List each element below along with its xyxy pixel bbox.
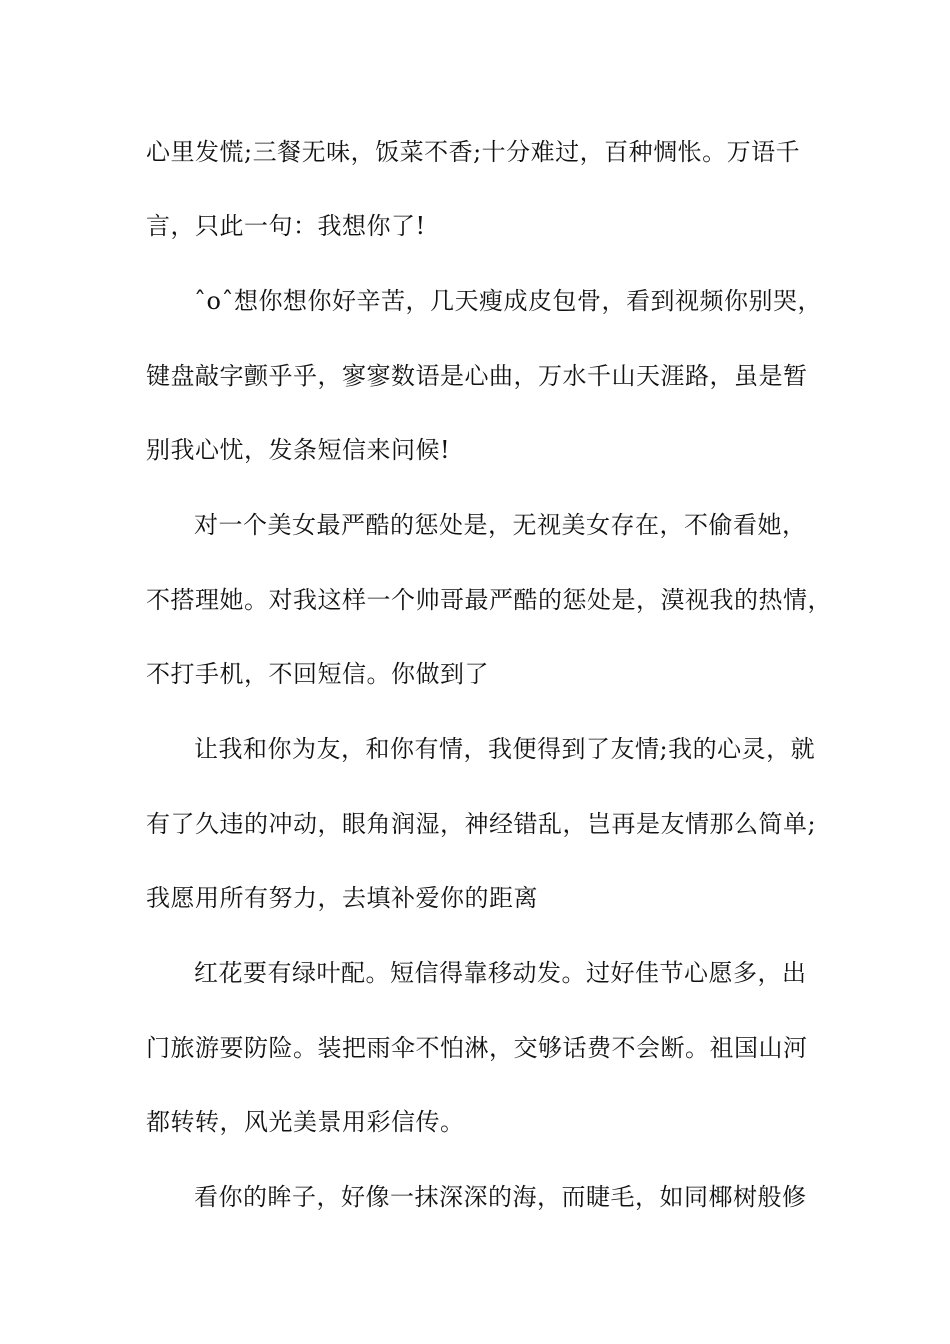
paragraph-5-line-1: 红花要有绿叶配。短信得靠移动发。过好佳节心愿多，出 bbox=[194, 959, 807, 987]
paragraph-3-line-2: 不搭理她。对我这样一个帅哥最严酷的惩处是，漠视我的热情， bbox=[146, 586, 832, 614]
paragraph-6-line-1: 看你的眸子，好像一抹深深的海，而睫毛，如同椰树般修 bbox=[194, 1183, 807, 1211]
paragraph-4-line-3: 我愿用所有努力，去填补爱你的距离 bbox=[146, 884, 538, 912]
paragraph-1-line-1: 心里发慌;三餐无味，饭菜不香;十分难过，百种惆怅。万语千 bbox=[146, 138, 801, 166]
paragraph-4-line-1: 让我和你为友，和你有情，我便得到了友情;我的心灵，就 bbox=[194, 735, 816, 763]
paragraph-3-line-1: 对一个美女最严酷的惩处是，无视美女存在，不偷看她， bbox=[194, 511, 807, 539]
paragraph-2-line-3: 别我心忧，发条短信来问候! bbox=[146, 436, 451, 464]
paragraph-3-line-3: 不打手机，不回短信。你做到了 bbox=[146, 660, 489, 688]
paragraph-2-line-2: 键盘敲字颤乎乎，寥寥数语是心曲，万水千山天涯路，虽是暂 bbox=[146, 362, 808, 390]
paragraph-5-line-3: 都转转，风光美景用彩信传。 bbox=[146, 1108, 465, 1136]
paragraph-1-line-2: 言，只此一句：我想你了! bbox=[146, 212, 426, 240]
paragraph-5-line-2: 门旅游要防险。装把雨伞不怕淋，交够话费不会断。祖国山河 bbox=[146, 1034, 808, 1062]
paragraph-2-line-1: ˆoˆ想你想你好辛苦，几天瘦成皮包骨，看到视频你别哭， bbox=[194, 287, 822, 315]
paragraph-4-line-2: 有了久违的冲动，眼角润湿，神经错乱，岂再是友情那么简单; bbox=[146, 810, 817, 838]
